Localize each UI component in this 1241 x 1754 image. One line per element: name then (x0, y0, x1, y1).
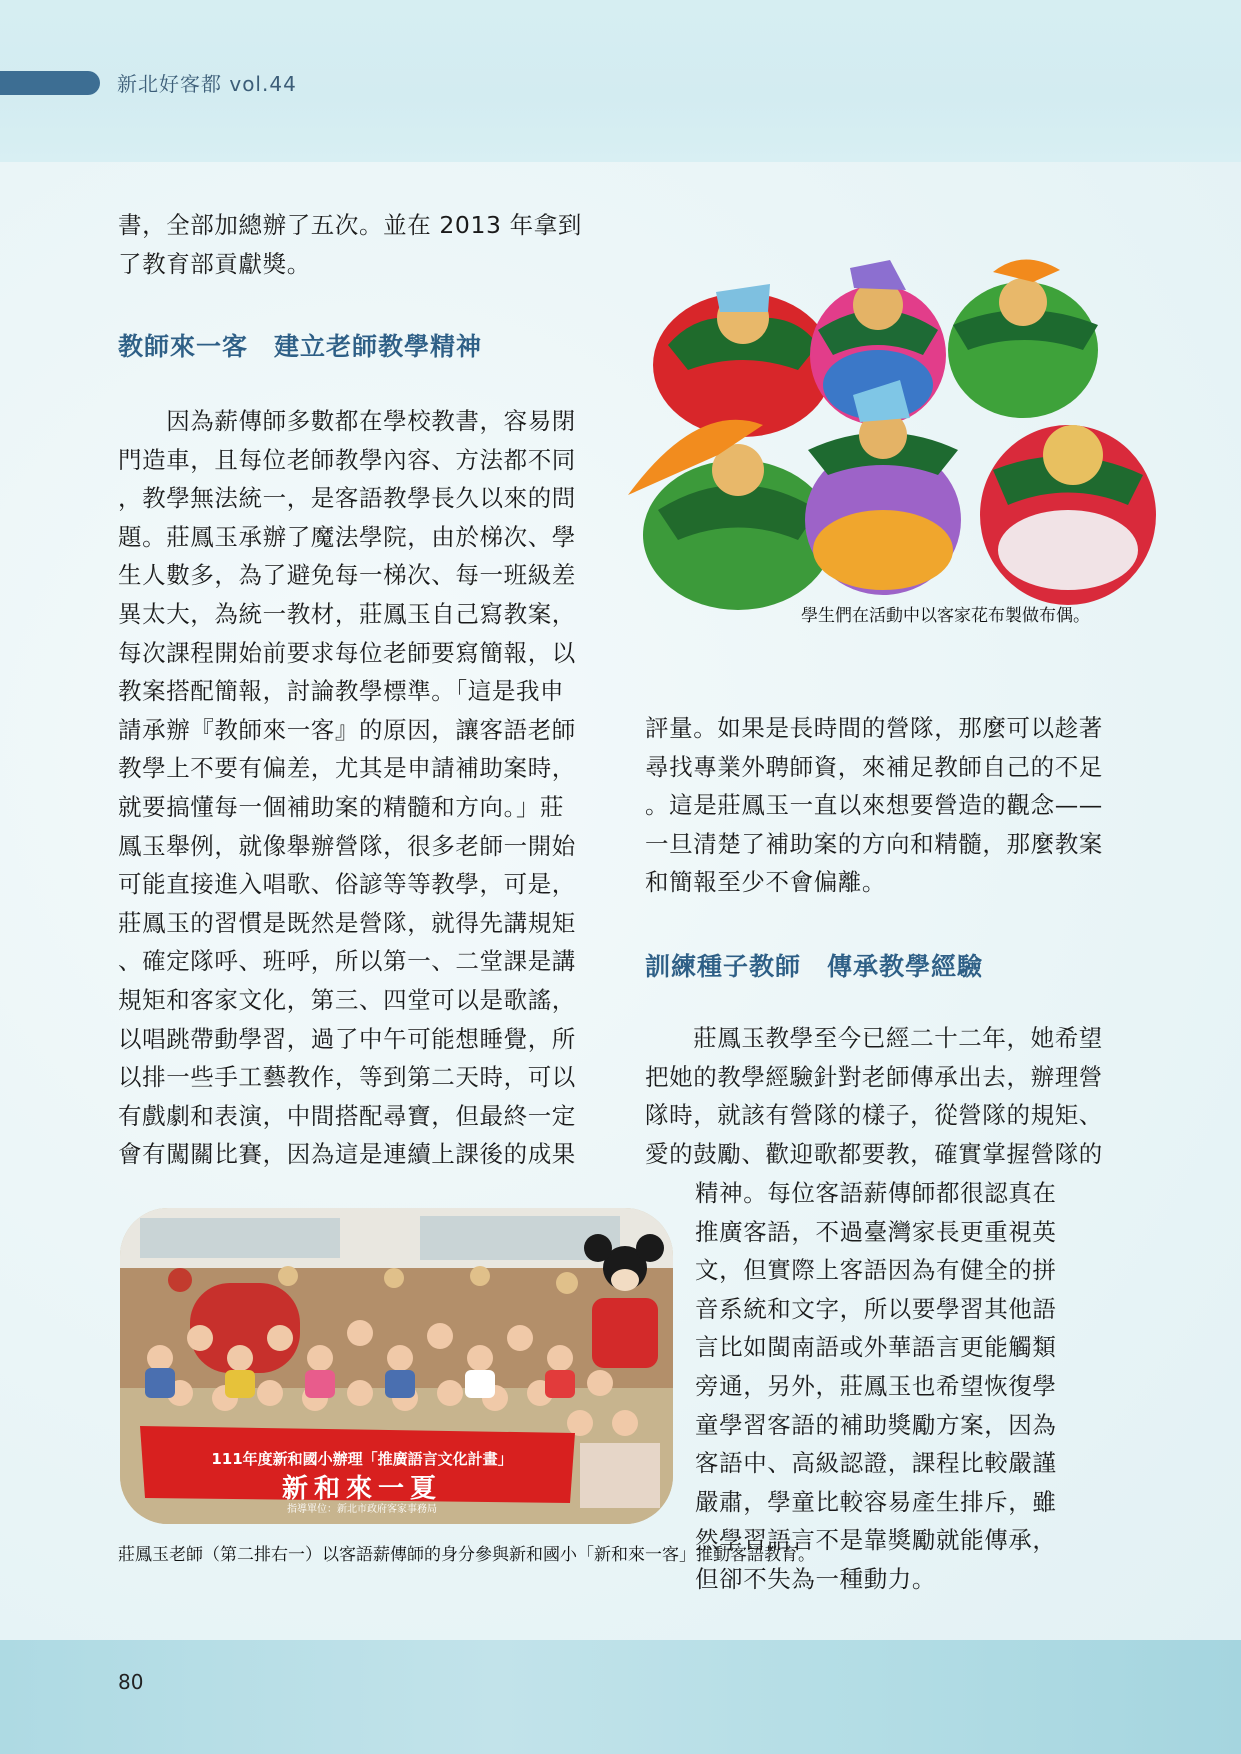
caption-line: 花布製做布偶。 (971, 606, 1090, 626)
text-line: 教案搭配簡報，討論教學標準。「這是我申 (118, 677, 565, 706)
dolls-photo-caption (801, 605, 1090, 628)
caption-line: 學生們在活動中以客家 (801, 606, 971, 626)
text-line: 隊時，就該有營隊的樣子，從營隊的規矩、 (645, 1101, 1103, 1130)
paragraph-teacher-section (118, 402, 598, 1174)
text-line: 題。莊鳳玉承辦了魔法學院，由於梯次、學 (118, 522, 576, 551)
text-line: 推廣客語，不過臺灣家長更重視英 (695, 1217, 1057, 1246)
text-line: 評量。如果是長時間的營隊，那麼可以趁著 (645, 714, 1103, 742)
caption-line: 莊鳳玉老師（第二排右一）以客語薪傳師的身分參與新和國小 (118, 1545, 577, 1565)
group-photo (120, 1208, 673, 1524)
text-line: 文，但實際上客語因為有健全的拼 (695, 1256, 1057, 1285)
text-line: 。這是莊鳳玉一直以來想要營造的觀念—— (645, 791, 1103, 820)
dolls-illustration (628, 250, 1158, 630)
paragraph-intro (118, 206, 598, 283)
text-line: 、確定隊呼、班呼，所以第一、二堂課是講 (118, 947, 576, 976)
text-line: 以排一些手工藝教作，等到第二天時，可以 (118, 1063, 576, 1092)
banner-line-2: 新和來一夏 (281, 1474, 442, 1504)
paragraph-seed-teacher (645, 1019, 1125, 1173)
caption-line: 「新和來一客」推動客語教育。 (577, 1545, 815, 1565)
text-line: 音系統和文字，所以要學習其他語 (695, 1294, 1057, 1323)
section-heading-teacher: 教師來一客 建立老師教學精神 (118, 332, 483, 361)
text-line: 規矩和客家文化，第三、四堂可以是歌謠， (118, 985, 576, 1014)
header-accent-bar (0, 71, 100, 95)
paragraph-seed-teacher-indented (695, 1174, 1125, 1599)
text-line: 異太大，為統一教材，莊鳳玉自己寫教案， (118, 599, 576, 628)
text-line: 一旦清楚了補助案的方向和精髓，那麼教案 (645, 829, 1103, 858)
text-line: 然學習語言不是靠獎勵就能傳承， (695, 1526, 1057, 1555)
text-line: 言比如閩南語或外華語言更能觸類 (695, 1333, 1057, 1362)
text-line: 客語中、高級認證，課程比較嚴謹 (695, 1449, 1057, 1478)
text-line: 以唱跳帶動學習，過了中午可能想睡覺，所 (118, 1024, 576, 1053)
text-line: 有戲劇和表演，中間搭配尋寶，但最終一定 (118, 1101, 576, 1130)
text-line: 和簡報至少不會偏離。 (645, 868, 886, 897)
text-line: 請承辦『教師來一客』的原因，讓客語老師 (118, 715, 576, 744)
text-line: 教學上不要有偏差，尤其是申請補助案時， (118, 754, 576, 783)
dolls-photo (628, 250, 1158, 630)
text-line: 旁通，另外，莊鳳玉也希望恢復學 (695, 1371, 1057, 1400)
text-line: 每次課程開始前要求每位老師要寫簡報，以 (118, 638, 576, 667)
text-line: 書，全部加總辦了五次。並在 2013 年拿到 (118, 211, 582, 239)
text-line: 尋找專業外聘師資，來補足教師自己的不足 (645, 752, 1103, 781)
text-line: 生人數多，為了避免每一梯次、每一班級差 (118, 561, 576, 590)
text-line: 門造車，且每位老師教學內容、方法都不同 (118, 445, 576, 474)
text-line: 會有闖關比賽，因為這是連續上課後的成果 (118, 1140, 576, 1169)
text-line: 把她的教學經驗針對老師傳承出去，辦理營 (645, 1062, 1103, 1091)
text-line: 可能直接進入唱歌、俗諺等等教學，可是， (118, 870, 576, 899)
text-line: 因為薪傳師多數都在學校教書，容易閉 (118, 407, 576, 435)
banner-line-3: 指導單位：新北市政府客家事務局 (287, 1504, 437, 1515)
text-line: 了教育部貢獻獎。 (118, 249, 311, 278)
magazine-title: 新北好客都 vol.44 (117, 72, 297, 96)
text-line: 莊鳳玉的習慣是既然是營隊，就得先講規矩 (118, 908, 576, 937)
text-line: 精神。每位客語薪傳師都很認真在 (695, 1179, 1057, 1207)
text-line: ，教學無法統一，是客語教學長久以來的問 (118, 484, 576, 513)
section-heading-seed-teacher: 訓練種子教師 傳承教學經驗 (645, 952, 984, 981)
text-line: 愛的鼓勵、歡迎歌都要教，確實掌握營隊的 (645, 1139, 1103, 1168)
footer-background (0, 1640, 1241, 1754)
text-line: 嚴肅，學童比較容易產生排斥，雖 (695, 1487, 1057, 1516)
text-line: 但卻不失為一種動力。 (695, 1564, 936, 1593)
page-number: 80 (118, 1670, 144, 1694)
text-line: 就要搞懂每一個補助案的精髓和方向。」莊 (118, 792, 565, 821)
text-line: 童學習客語的補助獎勵方案，因為 (695, 1410, 1057, 1439)
paragraph-evaluation (645, 709, 1125, 902)
banner-line-1: 111年度新和國小辦理「推廣語言文化計畫」 (211, 1450, 513, 1468)
group-photo-caption (118, 1544, 815, 1567)
text-line: 鳳玉舉例，就像舉辦營隊，很多老師一開始 (118, 831, 576, 860)
text-line: 莊鳳玉教學至今已經二十二年，她希望 (645, 1024, 1103, 1052)
